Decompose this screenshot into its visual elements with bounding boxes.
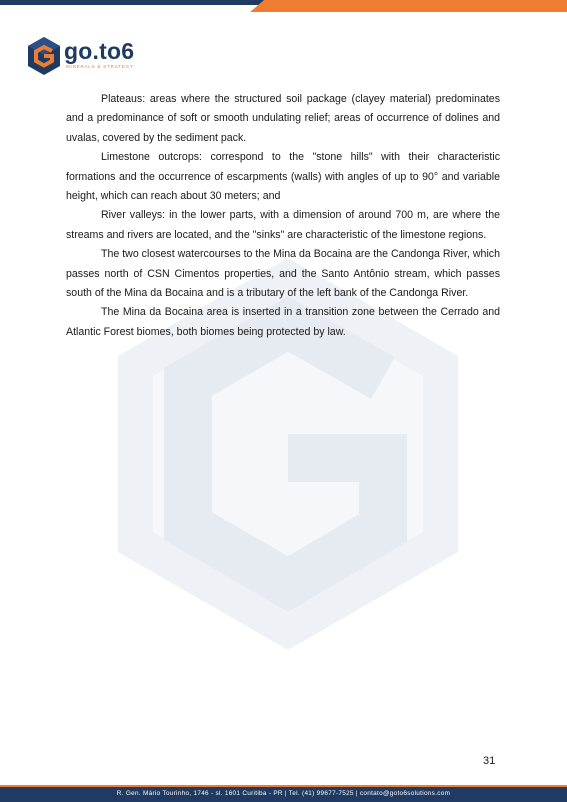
hexagon-g-logo-icon	[26, 36, 62, 76]
paragraph-river-valleys: River valleys: in the lower parts, with a dimension of around 700 m, are where the streams and rivers are located, and the "sinks" are characteristic of the limestone regions.	[66, 209, 500, 241]
top-orange-stripe	[250, 0, 567, 12]
footer-bar	[0, 785, 567, 802]
paragraph-watercourses: The two closest watercourses to the Mina da Bocaina are the Candonga River, which passes north of CSN Cimentos properties, and the Santo Antônio stream, which passes south of the Mina da Bocaina and is a tributary of the left bank of the Candonga River.	[66, 248, 500, 300]
brand-name-main: go.to	[64, 38, 122, 64]
document-body	[66, 90, 500, 342]
brand-tagline: MINERALS & STRATEGY	[66, 64, 134, 69]
paragraph-limestone-outcrops: Limestone outcrops: correspond to the "stone hills" with their characteristic formations and the occurrence of escarpments (walls) with angles of up to 90° and variable height, which can reach about 30 meters; and	[66, 151, 500, 203]
top-accent-bar	[0, 0, 567, 12]
brand-name	[64, 38, 134, 65]
paragraph-plateaus: Plateaus: areas where the structured soil package (clayey material) predominates and a predominance of soft or smooth undulating relief; areas of occurrence of dolines and uvalas, covered by the sediment pack.	[66, 93, 500, 144]
footer-contact-text: R. Gen. Mário Tourinho, 1746 - sl. 1601 Curitiba - PR | Tel. (41) 99677-7525 | contato@goto6solutions.com	[116, 790, 451, 797]
paragraph-biomes: The Mina da Bocaina area is inserted in a transition zone between the Cerrado and Atlantic Forest biomes, both biomes being protected by law.	[66, 306, 500, 338]
brand-name-suffix: 6	[121, 38, 135, 64]
page-number: 31	[483, 755, 496, 767]
company-logo	[26, 36, 156, 76]
footer-accent-stripe	[0, 785, 567, 787]
